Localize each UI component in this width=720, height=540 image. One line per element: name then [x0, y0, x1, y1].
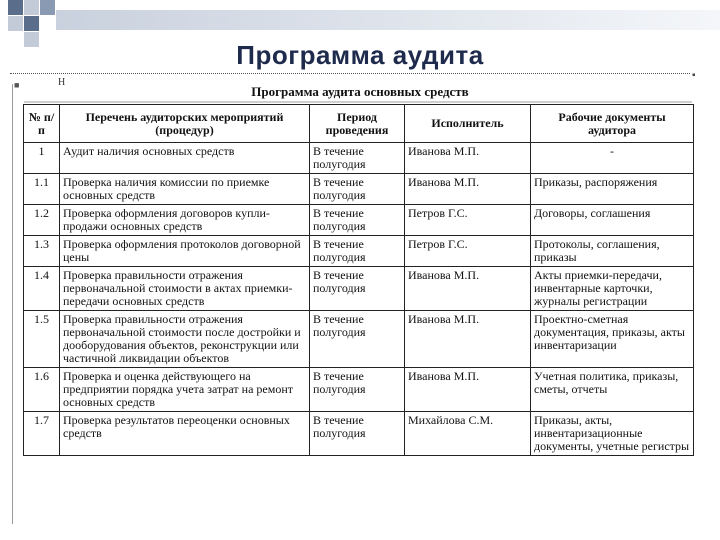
row-num: 1.2 — [24, 205, 60, 236]
row-num: 1.3 — [24, 236, 60, 267]
row-procedure: Проверка и оценка действующего на предприятии порядка учета затрат на ремонт основных средств — [60, 368, 310, 412]
row-executor: Михайлова С.М. — [405, 412, 531, 456]
row-procedure: Аудит наличия основных средств — [60, 143, 310, 174]
bullet-fragment: ■ — [14, 80, 20, 90]
table-row — [24, 368, 694, 412]
slide-title: Программа аудита — [236, 40, 484, 70]
row-num: 1.6 — [24, 368, 60, 412]
row-num: 1.7 — [24, 412, 60, 456]
row-executor: Иванова М.П. — [405, 368, 531, 412]
col-header-docs: Рабочие документы аудитора — [531, 105, 694, 143]
row-executor: Иванова М.П. — [405, 311, 531, 368]
row-period: В течение полугодия — [310, 174, 405, 205]
col-header-executor: Исполнитель — [405, 105, 531, 143]
row-procedure: Проверка оформления протоколов договорной цены — [60, 236, 310, 267]
row-num: 1.1 — [24, 174, 60, 205]
audit-program-table — [23, 104, 694, 456]
row-executor: Иванова М.П. — [405, 267, 531, 311]
table-row — [24, 267, 694, 311]
row-procedure: Проверка наличия комиссии по приемке основных средств — [60, 174, 310, 205]
row-docs: Учетная политика, приказы, сметы, отчеты — [531, 368, 694, 412]
row-docs: Договоры, соглашения — [531, 205, 694, 236]
row-executor: Иванова М.П. — [405, 174, 531, 205]
table-title: Программа аудита основных средств — [251, 84, 469, 99]
table-row — [24, 412, 694, 456]
col-header-procedure: Перечень аудиторских мероприятий (процедур) — [60, 105, 310, 143]
row-period: В течение полугодия — [310, 412, 405, 456]
row-period: В течение полугодия — [310, 267, 405, 311]
table-row — [24, 174, 694, 205]
row-period: В течение полугодия — [310, 205, 405, 236]
row-period: В течение полугодия — [310, 311, 405, 368]
row-period: В течение полугодия — [310, 368, 405, 412]
scan-edge — [24, 101, 692, 103]
table-row — [24, 205, 694, 236]
table-header-row — [24, 105, 694, 143]
row-procedure: Проверка правильности отражения первоначальной стоимости после достройки и дооборудования объектов, реконструкции или частичной ликвидации объектов — [60, 311, 310, 368]
header-bar — [56, 10, 720, 30]
row-num: 1 — [24, 143, 60, 174]
row-docs: Приказы, акты, инвентаризационные документы, учетные регистры — [531, 412, 694, 456]
table-row — [24, 143, 694, 174]
row-executor: Иванова М.П. — [405, 143, 531, 174]
row-docs: Проектно-сметная документация, приказы, акты инвентаризации — [531, 311, 694, 368]
row-procedure: Проверка результатов переоценки основных средств — [60, 412, 310, 456]
row-procedure: Проверка правильности отражения первоначальной стоимости в актах приемки-передачи основных средств — [60, 267, 310, 311]
stray-mark: Н — [58, 77, 66, 88]
row-period: В течение полугодия — [310, 143, 405, 174]
title-divider — [10, 73, 690, 74]
row-docs: Акты приемки-передачи, инвентарные карточки, журналы регистрации — [531, 267, 694, 311]
row-executor: Петров Г.С. — [405, 205, 531, 236]
table-row — [24, 311, 694, 368]
col-header-period: Период проведения — [310, 105, 405, 143]
table-row — [24, 236, 694, 267]
divider-end-mark: ▪ — [692, 70, 696, 81]
col-header-num: № п/п — [24, 105, 60, 143]
row-num: 1.4 — [24, 267, 60, 311]
row-docs: Приказы, распоряжения — [531, 174, 694, 205]
row-procedure: Проверка оформления договоров купли-продажи основных средств — [60, 205, 310, 236]
row-docs: Протоколы, соглашения, приказы — [531, 236, 694, 267]
row-period: В течение полугодия — [310, 236, 405, 267]
scan-margin-line — [12, 84, 13, 524]
row-docs: - — [531, 143, 694, 174]
row-executor: Петров Г.С. — [405, 236, 531, 267]
row-num: 1.5 — [24, 311, 60, 368]
